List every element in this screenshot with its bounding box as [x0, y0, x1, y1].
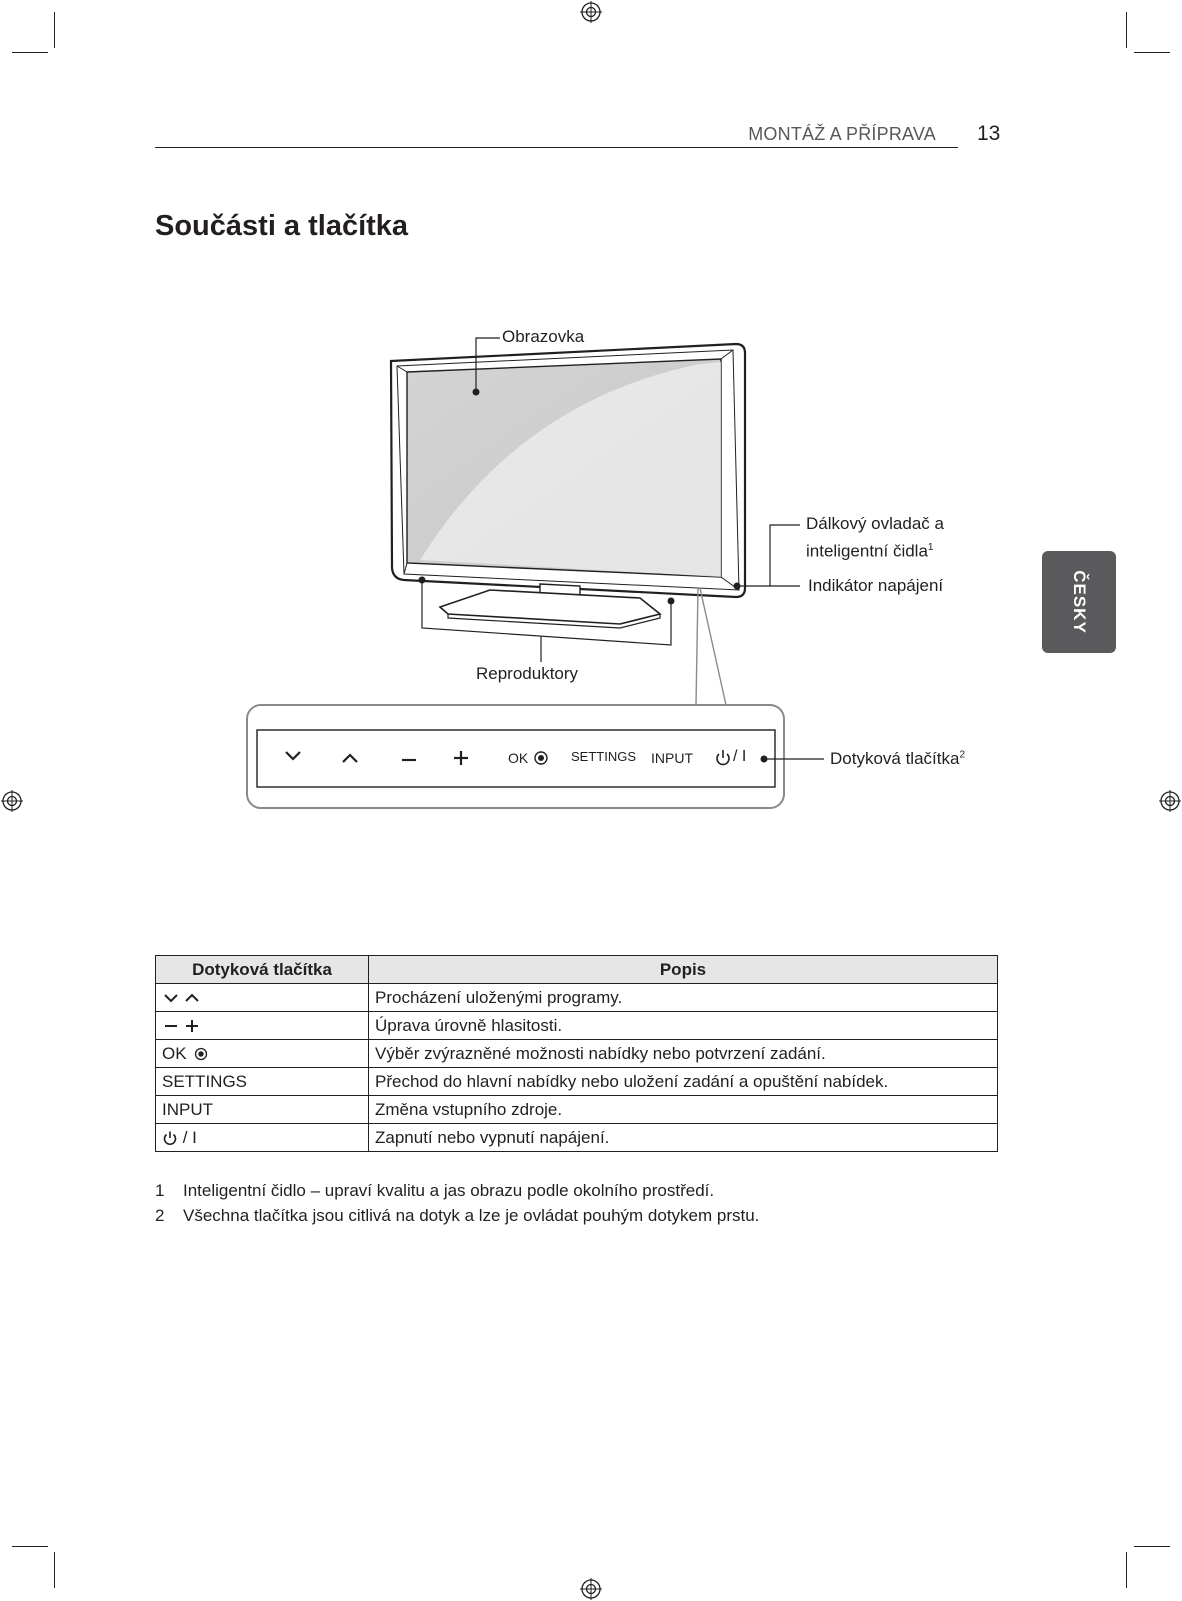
table-cell-desc: Výběr zvýrazněné možnosti nabídky nebo potvrzení zadání. — [369, 1040, 998, 1068]
page-title: Součásti a tlačítka — [155, 210, 409, 242]
language-tab-label: ČESKY — [1070, 570, 1089, 634]
table-row — [156, 1068, 998, 1096]
ok-button-label: OK — [508, 750, 529, 766]
table-cell-desc: Zapnutí nebo vypnutí napájení. — [369, 1124, 998, 1152]
footnote: 2 Všechna tlačítka jsou citlivá na dotyk a lze je ovládat pouhým dotykem prstu. — [155, 1206, 760, 1225]
table-cell-desc: Procházení uloženými programy. — [369, 984, 998, 1012]
registration-mark-icon — [580, 1578, 602, 1600]
table-cell-desc: Změna vstupního zdroje. — [369, 1096, 998, 1124]
input-button-label: INPUT — [651, 750, 693, 766]
table-cell-key — [156, 984, 369, 1012]
footnote: 1 Inteligentní čidlo – upraví kvalitu a jas obrazu podle okolního prostředí. — [155, 1181, 715, 1200]
crop-mark — [1126, 1552, 1127, 1588]
minus-plus-icon — [162, 1019, 202, 1033]
table-header: Popis — [369, 956, 998, 984]
section-title: MONTÁŽ A PŘÍPRAVA — [748, 124, 936, 144]
settings-button-label: SETTINGS — [571, 749, 637, 764]
crop-mark — [12, 1546, 48, 1547]
screen-label: Obrazovka — [502, 327, 585, 346]
table-row — [156, 984, 998, 1012]
remote-sensor-label: Dálkový ovladač a inteligentní čidla$^1$ — [806, 514, 944, 561]
power-button-label: / I — [733, 748, 747, 765]
table-header-row — [156, 956, 998, 984]
table-cell-desc: Přechod do hlavní nabídky nebo uložení zadání a opuštění nabídek. — [369, 1068, 998, 1096]
table-row — [156, 1124, 998, 1152]
power-indicator-label: Indikátor napájení — [808, 576, 944, 595]
crop-mark — [54, 1552, 55, 1588]
power-icon — [162, 1130, 178, 1146]
crop-mark — [1134, 1546, 1170, 1547]
table-row — [156, 1096, 998, 1124]
chevron-down-up-icon — [162, 991, 202, 1005]
page-number: 13 — [977, 122, 1001, 145]
table-header: Dotyková tlačítka — [156, 956, 369, 984]
table-cell-key: INPUT — [156, 1096, 369, 1124]
touch-buttons-table — [155, 955, 998, 1152]
ok-circle-icon — [194, 1047, 208, 1061]
table-row — [156, 1012, 998, 1040]
table-cell-key — [156, 1012, 369, 1040]
speakers-label: Reproduktory — [476, 664, 579, 683]
table-cell-key: SETTINGS — [156, 1068, 369, 1096]
table-cell-key: OK — [156, 1040, 369, 1068]
touch-buttons-label: Dotyková tlačítka$^2$ — [830, 749, 966, 768]
table-cell-desc: Úprava úrovně hlasitosti. — [369, 1012, 998, 1040]
table-cell-key: / I — [156, 1124, 369, 1152]
table-row — [156, 1040, 998, 1068]
